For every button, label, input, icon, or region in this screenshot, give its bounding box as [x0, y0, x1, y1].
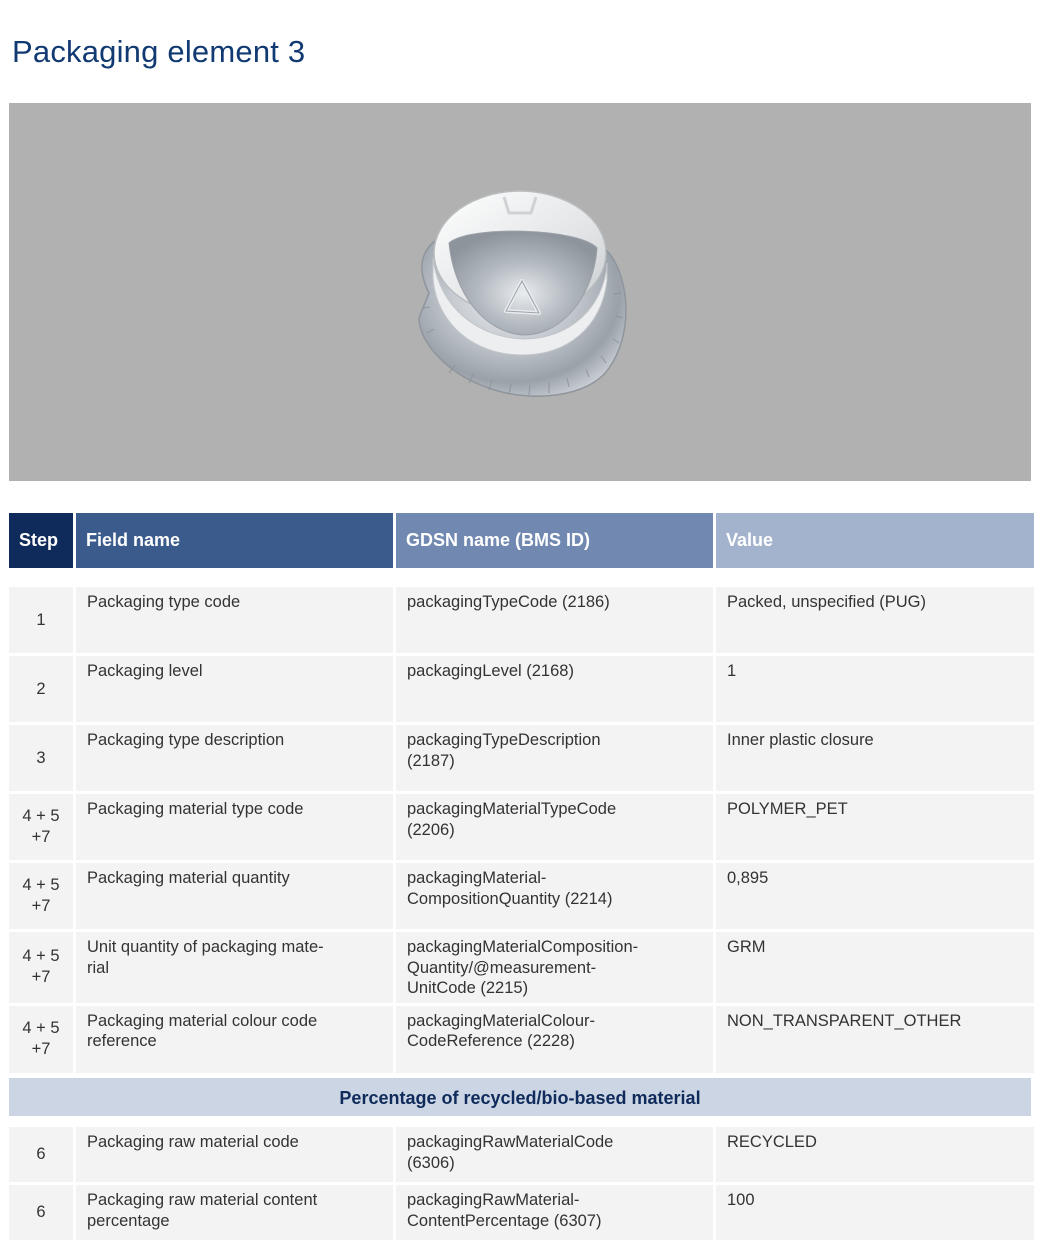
field-name-cell: Packaging material type code — [76, 794, 393, 860]
section-heading: Percentage of recycled/bio-based material — [9, 1078, 1031, 1116]
header-field-name: Field name — [76, 513, 393, 568]
value-cell: NON_TRANSPARENT_OTHER — [716, 1006, 1034, 1073]
value-cell: RECYCLED — [716, 1127, 1034, 1182]
value-cell: POLYMER_PET — [716, 794, 1034, 860]
step-cell: 4 + 5 +7 — [9, 932, 73, 1003]
gdsn-name-cell: packagingMaterialComposition- Quantity/@measurement- UnitCode (2215) — [396, 932, 713, 1003]
field-name-cell: Packaging type description — [76, 725, 393, 791]
table-row — [9, 1006, 1034, 1073]
value-cell: GRM — [716, 932, 1034, 1003]
field-name-cell: Packaging level — [76, 656, 393, 722]
table-row — [9, 725, 1034, 791]
field-name-cell: Packaging raw material content percentage — [76, 1185, 393, 1240]
header-gdsn-name: GDSN name (BMS ID) — [396, 513, 713, 568]
value-cell: Packed, unspecified (PUG) — [716, 587, 1034, 653]
step-cell: 3 — [9, 725, 73, 791]
gdsn-name-cell: packagingMaterialTypeCode (2206) — [396, 794, 713, 860]
step-cell: 4 + 5 +7 — [9, 1006, 73, 1073]
table-row — [9, 863, 1034, 929]
step-cell: 6 — [9, 1185, 73, 1240]
table-row — [9, 794, 1034, 860]
value-cell: 1 — [716, 656, 1034, 722]
table-row — [9, 1127, 1034, 1182]
step-cell: 6 — [9, 1127, 73, 1182]
step-cell: 4 + 5 +7 — [9, 863, 73, 929]
gdsn-name-cell: packagingMaterial- CompositionQuantity (2214) — [396, 863, 713, 929]
product-photo — [9, 103, 1031, 481]
step-cell: 1 — [9, 587, 73, 653]
table-header — [6, 513, 1037, 568]
field-name-cell: Packaging material quantity — [76, 863, 393, 929]
field-name-cell: Unit quantity of packaging mate- rial — [76, 932, 393, 1003]
table-row — [9, 932, 1034, 1003]
gdsn-name-cell: packagingLevel (2168) — [396, 656, 713, 722]
field-name-cell: Packaging raw material code — [76, 1127, 393, 1182]
step-cell: 2 — [9, 656, 73, 722]
gdsn-name-cell: packagingTypeDescription (2187) — [396, 725, 713, 791]
gdsn-name-cell: packagingMaterialColour- CodeReference (2228) — [396, 1006, 713, 1073]
header-value: Value — [716, 513, 1034, 568]
table-row — [9, 656, 1034, 722]
page-title: Packaging element 3 — [12, 34, 306, 69]
value-cell: Inner plastic closure — [716, 725, 1034, 791]
step-cell: 4 + 5 +7 — [9, 794, 73, 860]
gdsn-name-cell: packagingRawMaterialCode (6306) — [396, 1127, 713, 1182]
value-cell: 100 — [716, 1185, 1034, 1240]
table-row — [9, 587, 1034, 653]
attribute-table — [6, 584, 1037, 1076]
recycled-material-table — [6, 1124, 1037, 1243]
table-row — [9, 1185, 1034, 1240]
gdsn-name-cell: packagingRawMaterial- ContentPercentage (6307) — [396, 1185, 713, 1240]
header-step: Step — [9, 513, 73, 568]
field-name-cell: Packaging material colour code reference — [76, 1006, 393, 1073]
value-cell: 0,895 — [716, 863, 1034, 929]
gdsn-name-cell: packagingTypeCode (2186) — [396, 587, 713, 653]
field-name-cell: Packaging type code — [76, 587, 393, 653]
packaging-closure-image — [9, 103, 1031, 481]
